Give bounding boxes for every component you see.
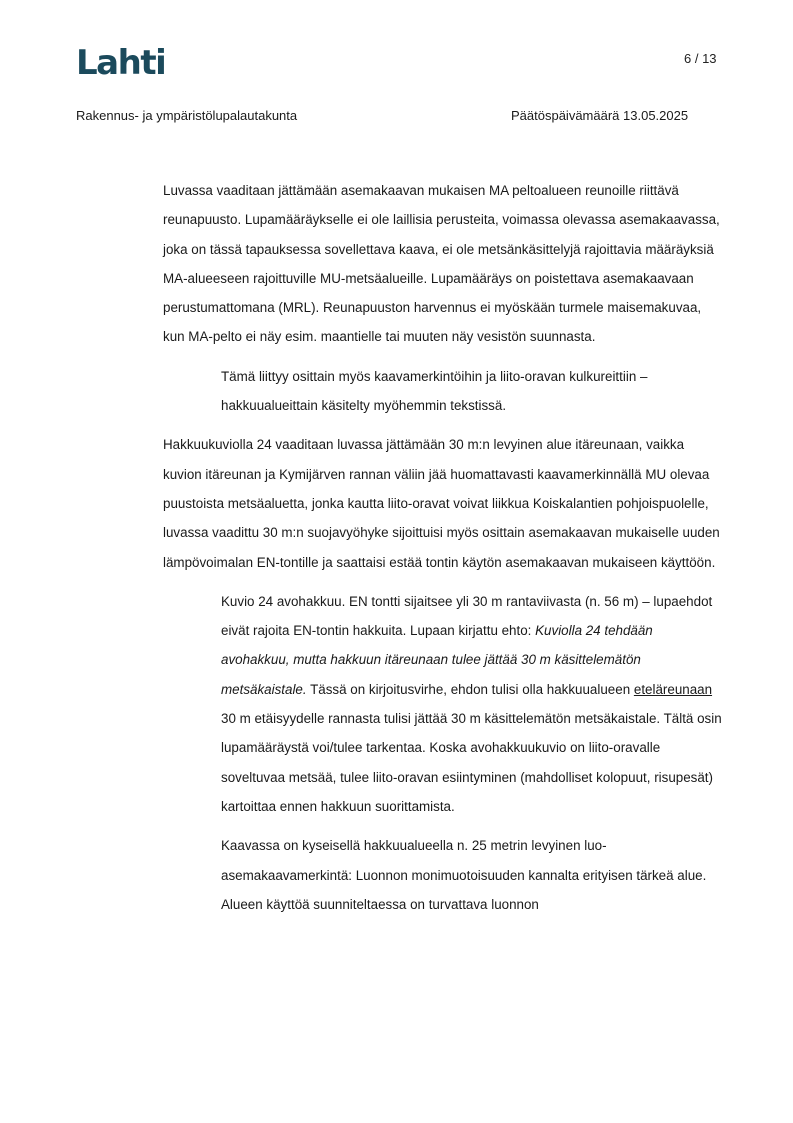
p4-text-a: Kuvio 24 avohakkuu. EN tontti sijaitsee yli 30 m rantaviivasta (n. 56 m) – lupaehdot eivät rajoita EN-tontin hakkuita. Lupaan kirjattu ehto: — [221, 593, 713, 639]
paragraph-3: Hakkuukuviolla 24 vaaditaan luvassa jättämään 30 m:n levyinen alue itäreunaan, vaikka kuvion itäreunan ja Kymijärven rannan väliin jää huomattavasti kaavamerkinnällä MU olevaa puustoista metsäaluetta, jonka kautta liito-oravat voivat liikkua Koiskalantien pohjoispuolelle, luvassa vaadittu 30 m:n suojavyöhyke sijoittuisi myös osittain asemakaavan mukaiselle uuden lämpövoimalan EN-tontille ja saattaisi estää tontin käytön asemakaavan mukaiseen käyttöön. — [163, 437, 720, 570]
paragraph-4-indented — [221, 587, 723, 821]
p4-underlined-word: eteläreunaan — [633, 681, 713, 697]
lahti-logo: Lahti — [76, 43, 166, 83]
paragraph-5-indented: Kaavassa on kyseisellä hakkuualueella n. 25 metrin levyinen luo-asemakaavamerkintä: Luonnon monimuotoisuuden kannalta erityisen tärkeä alue. Alueen käyttöä suunniteltaessa on turvattava luonnon — [221, 838, 707, 912]
p4-text-c: Tässä on kirjoitusvirhe, ehdon tulisi olla hakkuualueen — [306, 681, 634, 697]
page-number: 6 / 13 — [684, 51, 717, 66]
p4-quoted-condition: Kuviolla 24 tehdään avohakkuu, mutta hakkuun itäreunaan tulee jättää 30 m käsittelemätön metsäkaistale. — [221, 623, 653, 697]
header-organization: Rakennus- ja ympäristölupalautakunta — [76, 108, 298, 123]
document-body — [163, 176, 723, 929]
paragraph-1: Luvassa vaaditaan jättämään asemakaavan mukaisen MA peltoalueen reunoille riittävä reunapuusto. Lupamääräykselle ei ole laillisia perusteita, voimassa olevassa asemakaavassa, joka on tässä tapauksessa sovellettava kaava, ei ole metsänkäsittelyjä rajoittavia määräyksiä MA-alueeseen rajoittuville MU-metsäalueille. Lupamääräys on poistettava asemakaavaan perustumattomana (MRL). Reunapuuston harvennus ei myöskään turmele maisemakuvaa, kun MA-pelto ei näy esim. maantielle tai muuten näy vesistön suunnasta. — [163, 183, 720, 345]
header-decision-date: Päätöspäivämäärä 13.05.2025 — [511, 108, 689, 123]
p4-text-e: 30 m etäisyydelle rannasta tulisi jättää 30 m käsittelemätön metsäkaistale. Tältä osin lupamääräystä voi/tulee tarkentaa. Koska avohakkuukuvio on liito-oravalle soveltuvaa metsää, tulee liito-oravan esiintyminen (mahdolliset kolopuut, risupesät) kartoittaa ennen hakkuun suorittamista. — [221, 711, 722, 814]
paragraph-2-indented: Tämä liittyy osittain myös kaavamerkintöihin ja liito-oravan kulkureittiin – hakkuualueittain käsitelty myöhemmin tekstissä. — [221, 368, 648, 414]
